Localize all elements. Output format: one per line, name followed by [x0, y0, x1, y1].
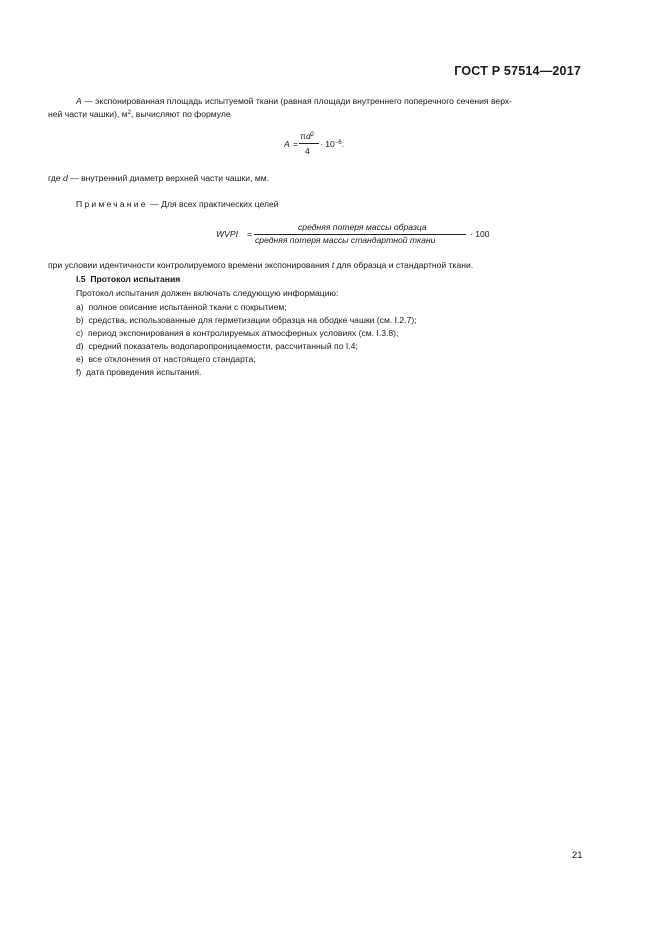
condition-text-2: для образца и стандартной ткани. [334, 260, 474, 270]
list-marker: e) [76, 354, 84, 364]
list-item [76, 340, 358, 353]
condition-text-1: при условии идентичности контролируемого времени экспонирования [48, 260, 332, 270]
symbol-t: t [331, 260, 335, 270]
d-exponent: 2 [310, 132, 315, 138]
list-item [76, 314, 417, 327]
note [76, 198, 279, 211]
formula-area-equals: = [293, 139, 299, 149]
definition-a-line-2 [48, 108, 231, 121]
formula-area-period: . [341, 139, 345, 149]
condition-line [48, 259, 473, 272]
list-marker: c) [76, 328, 84, 338]
multiplier-exponent: −6 [334, 140, 342, 146]
section-heading [76, 273, 180, 286]
wvpi-equals: = [247, 229, 253, 239]
section-intro: Протокол испытания должен включать следующую информацию: [76, 288, 339, 298]
definition-a-text-1: — экспонированная площадь испытуемой ткани (равная площади внутреннего поперечного сечения верх- [81, 96, 513, 106]
definition-a-text-3: , вычисляют по формуле [131, 109, 231, 119]
list-item-text: полное описание испытанной ткани с покрытием; [88, 302, 287, 312]
formula-area-numerator [300, 130, 314, 143]
wvpi-lhs: WVPI [216, 229, 238, 239]
note-text: — Для всех практических целей [147, 199, 279, 209]
list-item-text: все отклонения от настоящего стандарта; [88, 354, 256, 364]
page-number: 21 [572, 850, 583, 861]
note-label: Примечание [76, 199, 148, 209]
d-symbol: d [305, 131, 311, 141]
list-item [76, 301, 287, 314]
formula-area-multiplier [320, 138, 344, 151]
formula-area-fraction-bar [299, 143, 319, 144]
list-item-text: период экспонирования в контролируемых атмосферных условиях (см. I.3.8); [87, 328, 399, 338]
pi-symbol: π [300, 131, 306, 141]
list-item [76, 353, 256, 366]
list-marker: a) [76, 302, 84, 312]
list-marker: d) [76, 341, 84, 351]
list-item [76, 366, 201, 379]
list-item-text: дата проведения испытания. [86, 367, 202, 377]
symbol-a: A [76, 96, 82, 106]
wvpi-multiplier: · 100 [470, 229, 490, 239]
formula-area-denominator: 4 [305, 146, 310, 156]
definition-d [48, 172, 269, 185]
symbol-d: d [62, 173, 68, 183]
section-title: Протокол испытания [90, 274, 181, 284]
list-item-text: средний показатель водопаропроницаемости, рассчитанный по I.4; [88, 341, 358, 351]
wvpi-numerator: средняя потеря массы образца [298, 222, 427, 232]
definition-d-text: — внутренний диаметр верхней части чашки, мм. [67, 173, 270, 183]
definition-a-paragraph [48, 95, 582, 108]
unit-exponent: 2 [127, 110, 131, 116]
list-item-text: средства, использованные для герметизации образца на ободке чашки (см. I.2.7); [88, 315, 417, 325]
list-marker: b) [76, 315, 84, 325]
list-marker: f) [76, 367, 82, 377]
multiplier-base: · 10 [320, 139, 335, 149]
definition-d-prefix: где [48, 173, 63, 183]
standard-designation: ГОСТ Р 57514—2017 [454, 64, 581, 78]
formula-area-lhs-symbol: A [284, 139, 290, 149]
wvpi-denominator: средняя потеря массы стандартной ткани [255, 235, 436, 245]
list-item [76, 327, 398, 340]
section-number: I.5 [76, 274, 86, 284]
formula-area-lhs [284, 138, 290, 151]
definition-a-text-2: ней части чашки), м [48, 109, 128, 119]
